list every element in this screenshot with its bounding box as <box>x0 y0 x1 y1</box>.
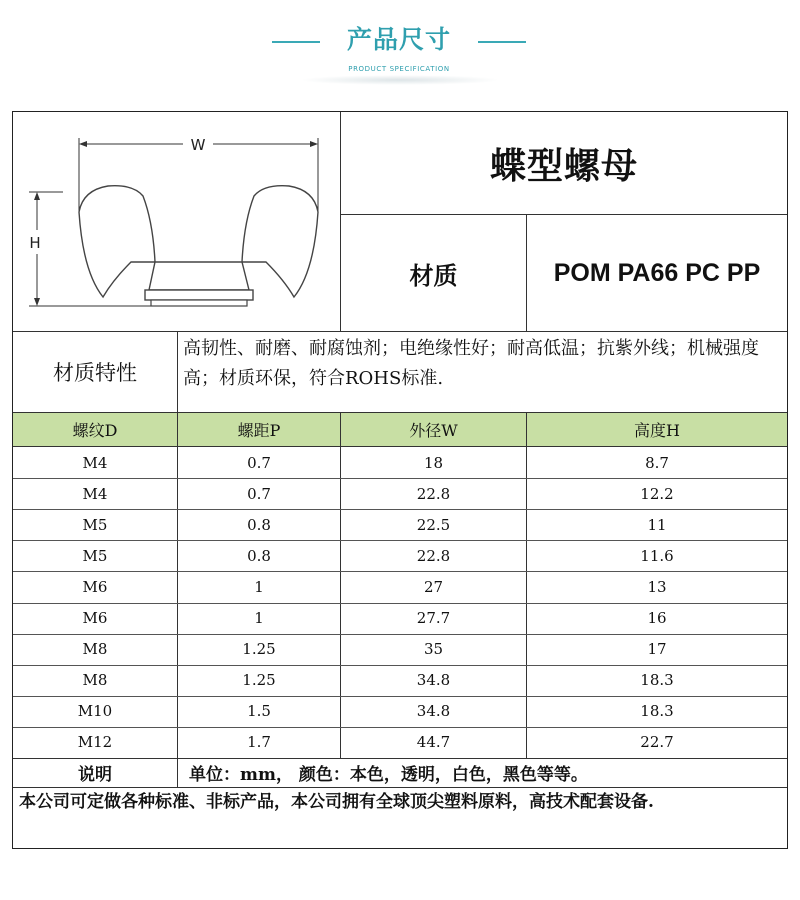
cell-height: 13 <box>647 577 667 596</box>
cell-pitch: 0.7 <box>247 453 271 472</box>
spec-sheet <box>12 111 788 849</box>
divider <box>13 787 787 788</box>
footer-text: 本公司可定做各种标准、非标产品，本公司拥有全球顶尖塑料原料，高技术配套设备. <box>19 792 654 812</box>
cell-outer-width: 35 <box>423 640 444 659</box>
cell-pitch: 1.25 <box>242 671 276 690</box>
table-row-divider <box>13 478 787 479</box>
cell-thread: M8 <box>82 671 108 690</box>
divider <box>177 758 178 787</box>
cell-height: 16 <box>647 609 667 628</box>
cell-height: 12.2 <box>640 484 674 503</box>
cell-height: 11.6 <box>640 546 674 565</box>
cell-pitch: 0.8 <box>247 546 271 565</box>
divider <box>13 331 787 332</box>
cell-outer-width: 44.7 <box>416 733 451 752</box>
cell-pitch: 0.8 <box>247 515 271 534</box>
cell-thread: M5 <box>82 515 108 534</box>
header-shadow <box>300 75 500 85</box>
cell-height: 18.3 <box>640 671 674 690</box>
divider <box>177 331 178 412</box>
width-dimension-label: W <box>190 136 206 154</box>
divider <box>13 758 787 759</box>
table-row-divider <box>13 540 787 541</box>
cell-pitch: 1.25 <box>242 640 276 659</box>
cell-height: 22.7 <box>640 733 674 752</box>
column-header-outer-width: 外径W <box>409 420 458 440</box>
cell-height: 8.7 <box>645 453 669 472</box>
cell-pitch: 0.7 <box>247 484 271 503</box>
divider <box>526 214 527 331</box>
cell-height: 11 <box>647 515 667 534</box>
divider <box>13 412 787 413</box>
height-dimension-label: H <box>29 234 41 252</box>
material-label: 材质 <box>409 261 458 290</box>
divider <box>340 214 787 215</box>
cell-thread: M8 <box>82 640 108 659</box>
note-label: 说明 <box>78 764 112 785</box>
table-row-divider <box>13 603 787 604</box>
table-row-divider <box>13 696 787 697</box>
header-right-rule <box>478 41 526 43</box>
wing-nut-drawing <box>13 112 340 331</box>
spec-table-header <box>13 412 787 446</box>
column-header-pitch: 螺距P <box>237 420 281 440</box>
cell-outer-width: 34.8 <box>416 702 451 721</box>
cell-outer-width: 22.8 <box>416 546 451 565</box>
cell-outer-width: 22.5 <box>416 515 451 534</box>
table-row-divider <box>13 634 787 635</box>
properties-label: 材质特性 <box>53 360 137 385</box>
cell-thread: M4 <box>82 453 108 472</box>
cell-pitch: 1 <box>254 609 264 628</box>
page-header <box>0 0 800 100</box>
cell-height: 18.3 <box>640 702 674 721</box>
table-row-divider <box>13 571 787 572</box>
column-header-height: 高度H <box>634 420 680 440</box>
cell-outer-width: 34.8 <box>416 671 451 690</box>
cell-thread: M5 <box>82 546 108 565</box>
table-row-divider <box>13 727 787 728</box>
cell-thread: M6 <box>82 609 108 628</box>
material-value: POM PA66 PC PP <box>553 258 761 287</box>
cell-thread: M12 <box>77 733 113 752</box>
table-row-divider <box>13 665 787 666</box>
cell-thread: M4 <box>82 484 108 503</box>
note-value: 单位：mm， 颜色：本色，透明，白色，黑色等等。 <box>189 764 588 785</box>
cell-thread: M6 <box>82 577 108 596</box>
cell-outer-width: 18 <box>423 453 444 472</box>
page-subtitle: PRODUCT SPECIFICATION <box>348 65 450 73</box>
cell-outer-width: 27 <box>423 577 444 596</box>
cell-pitch: 1.7 <box>247 733 271 752</box>
table-row-divider <box>13 509 787 510</box>
divider <box>340 112 341 331</box>
cell-pitch: 1 <box>254 577 264 596</box>
cell-pitch: 1.5 <box>247 702 271 721</box>
cell-outer-width: 22.8 <box>416 484 451 503</box>
page-title: 产品尺寸 <box>346 25 451 54</box>
product-name: 蝶型螺母 <box>489 145 638 187</box>
header-left-rule <box>272 41 320 43</box>
cell-outer-width: 27.7 <box>416 609 451 628</box>
column-header-thread: 螺纹D <box>72 420 118 440</box>
cell-height: 17 <box>647 640 667 659</box>
cell-thread: M10 <box>77 702 113 721</box>
properties-value: 高韧性、耐磨、耐腐蚀剂；电绝缘性好；耐高低温；抗紫外线；机械强度高；材质环保，符合ROHS标准. <box>183 338 759 389</box>
